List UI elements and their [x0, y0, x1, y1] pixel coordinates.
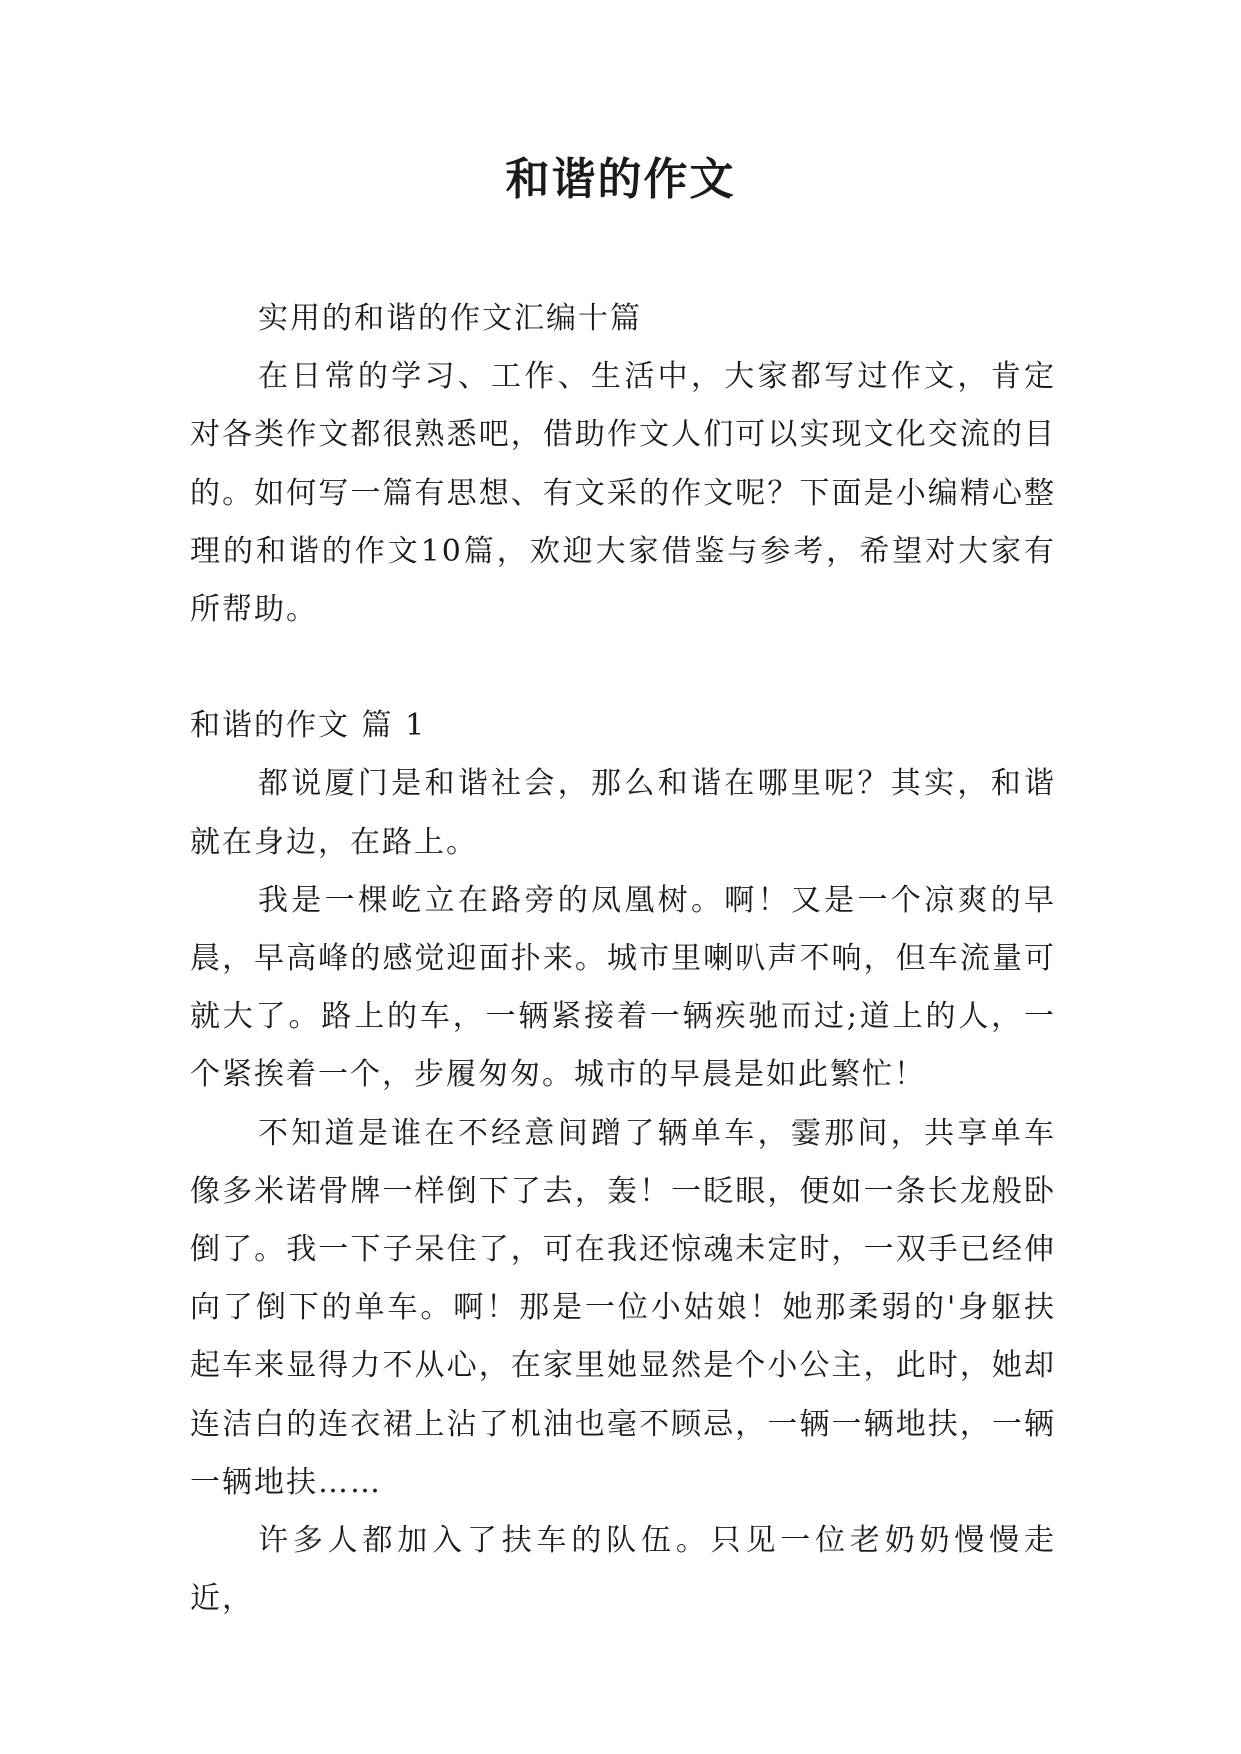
body-paragraph: 都说厦门是和谐社会，那么和谐在哪里呢？其实，和谐就在身边，在路上。 [190, 766, 1056, 860]
body-paragraph: 许多人都加入了扶车的队伍。只见一位老奶奶慢慢走近， [190, 1523, 1056, 1617]
body-paragraph: 不知道是谁在不经意间蹭了辆单车，霎那间，共享单车像多米诺骨牌一样倒下了去，轰！一眨眼，便如一条长龙般卧倒了。我一下子呆住了，可在我还惊魂未定时，一双手已经伸向了倒下的单车。啊！那是一位小姑娘！她那柔弱的'身躯扶起车来显得力不从心，在家里她显然是个小公主，此时，她却连洁白的连衣裙上沾了机油也毫不顾忌，一辆一辆地扶，一辆一辆地扶…… [190, 1115, 1056, 1500]
section-heading: 和谐的作文 篇 1 [190, 708, 427, 744]
document-subtitle: 实用的和谐的作文汇编十篇 [258, 301, 642, 336]
document-body [190, 290, 1056, 1628]
document-title: 和谐的作文 [505, 154, 736, 205]
body-paragraph: 我是一棵屹立在路旁的凤凰树。啊！又是一个凉爽的早晨，早高峰的感觉迎面扑来。城市里喇叭声不响，但车流量可就大了。路上的车，一辆紧接着一辆疾驰而过;道上的人，一个紧挨着一个，步履匆匆。城市的早晨是如此繁忙！ [190, 882, 1056, 1093]
intro-paragraph: 在日常的学习、工作、生活中，大家都写过作文，肯定对各类作文都很熟悉吧，借助作文人们可以实现文化交流的目的。如何写一篇有思想、有文采的作文呢？下面是小编精心整理的和谐的作文10篇，欢迎大家借鉴与参考，希望对大家有所帮助。 [190, 359, 1056, 628]
